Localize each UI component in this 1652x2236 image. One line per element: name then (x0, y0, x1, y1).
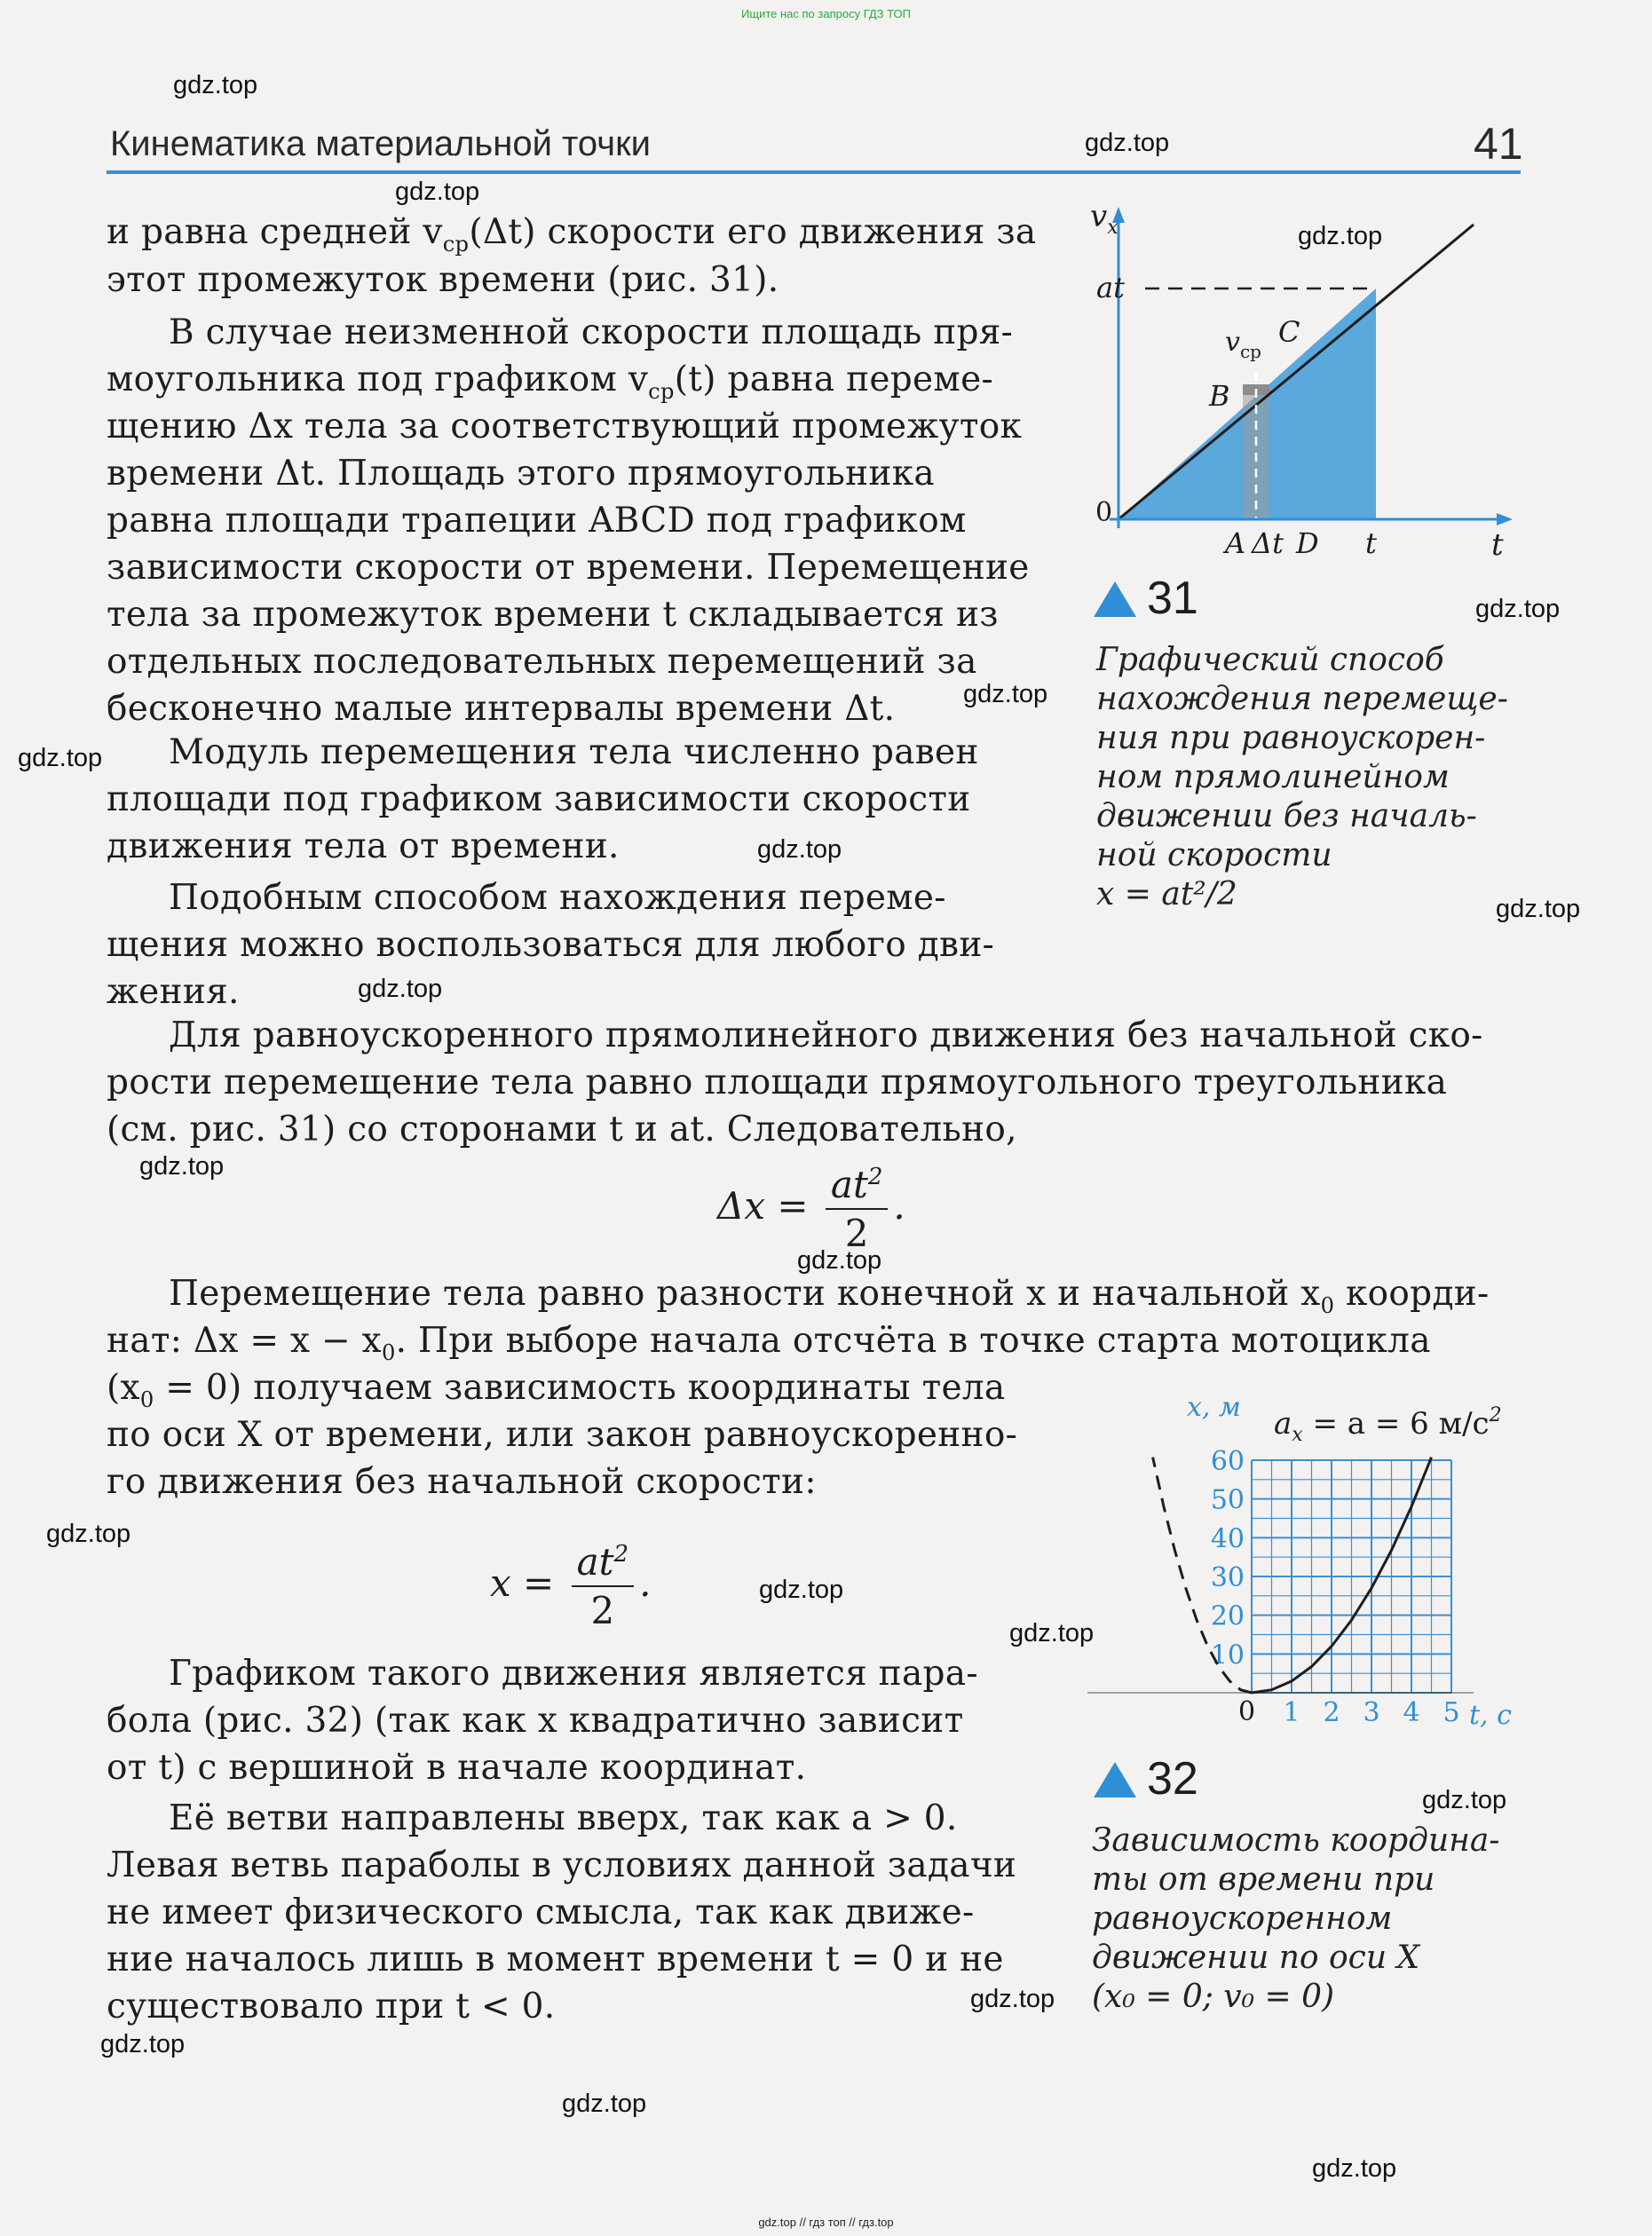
text-line: Подобным способом нахождения переме- (169, 878, 946, 918)
x-axis-label: t, с (1469, 1700, 1512, 1731)
text-line: (см. рис. 31) со сторонами t и at. Следовательно, (107, 1110, 1017, 1150)
text-line: Левая ветвь параболы в условиях данной задачи (107, 1845, 1017, 1885)
figure-31-caption-line: нахождения перемеще- (1096, 681, 1508, 717)
watermark: gdz.top (395, 178, 480, 206)
bottom-note: gdz.top // гдз топ // гдз.top (758, 2216, 894, 2229)
text-line: времени Δt. Площадь этого прямоугольника (107, 454, 935, 494)
text-line: отдельных последовательных перемещений за (107, 642, 977, 682)
y-tick-labels (1211, 1446, 1245, 1671)
text-line: по оси X от времени, или закон равноускоренно- (107, 1415, 1018, 1455)
watermark: gdz.top (1496, 895, 1581, 923)
y-axis-label: $v_x$ (1090, 200, 1118, 239)
watermark: gdz.top (173, 71, 258, 99)
watermark: gdz.top (1009, 1619, 1095, 1647)
top-note: Ищите нас по запросу ГДЗ ТОП (741, 7, 911, 20)
y-tick-label: 40 (1210, 1523, 1245, 1555)
running-header-title: Кинематика материальной точки (110, 124, 651, 163)
figure-31-number: 31 (1147, 573, 1198, 624)
watermark: gdz.top (46, 1520, 131, 1548)
figure-31-caption-line: ния при равноускорен- (1096, 720, 1486, 756)
point-b-label: B (1209, 379, 1230, 413)
origin-label: 0 (1238, 1696, 1256, 1727)
figure-32-caption-line: Зависимость координа- (1092, 1822, 1500, 1859)
watermark: gdz.top (963, 680, 1048, 708)
watermark: gdz.top (797, 1246, 882, 1275)
watermark: gdz.top (18, 744, 103, 772)
parabola-curve (1252, 1458, 1432, 1693)
text-line: Графиком такого движения является пара- (169, 1654, 978, 1694)
chart-grid (1252, 1460, 1451, 1693)
point-c-label: C (1278, 315, 1300, 349)
figure-31-caption-line: движении без началь- (1096, 798, 1477, 834)
text-line: Модуль перемещения тела численно равен (169, 732, 979, 772)
formula-displacement: Δx = $\frac{at^2}{2}$ . (717, 1163, 905, 1255)
header-rule (107, 170, 1521, 174)
watermark: gdz.top (562, 2090, 647, 2118)
figure-32-caption-line: движении по оси X (1092, 1940, 1420, 1976)
t-label: t (1365, 526, 1377, 560)
watermark: gdz.top (757, 835, 842, 864)
origin-label: 0 (1095, 497, 1113, 528)
watermark: gdz.top (1422, 1786, 1507, 1814)
text-line: щению Δx тела за соответствующий промежуток (107, 407, 1023, 446)
x-axis-label: t (1491, 527, 1504, 563)
figure-32-caption-line: (x₀ = 0; v₀ = 0) (1092, 1979, 1335, 2015)
y-tick-label: 10 (1210, 1639, 1245, 1671)
point-d-label: D (1296, 526, 1319, 560)
x-tick-label: 2 (1323, 1697, 1340, 1728)
watermark: gdz.top (759, 1576, 844, 1604)
delta-t-label: Δt (1252, 526, 1284, 560)
x-tick-label: 4 (1403, 1697, 1420, 1728)
page-number: 41 (1474, 119, 1523, 169)
text-line: бесконечно малые интервалы времени Δt. (107, 689, 896, 729)
text-line: нат: $\Delta x = x - x_0$. При выборе начала отсчёта в точке старта мотоцикла (107, 1321, 1431, 1365)
watermark: gdz.top (100, 2030, 186, 2058)
formula-coordinate: x = $\frac{at^2}{2}$ . (490, 1540, 652, 1632)
watermark: gdz.top (970, 1985, 1055, 2013)
watermark: gdz.top (1312, 2154, 1397, 2183)
point-a-label: A (1225, 526, 1246, 560)
text-line: от t) с вершиной в начале координат. (107, 1748, 807, 1788)
y-axis-label: x, м (1187, 1392, 1241, 1423)
x-tick-label: 5 (1443, 1697, 1460, 1728)
y-tick-label: 20 (1210, 1600, 1245, 1632)
text-line: моугольника под графиком $v_{ср}(t)$ равна переме- (107, 359, 993, 404)
text-line: Её ветви направлены вверх, так как a > 0. (169, 1798, 958, 1838)
figure-marker-icon (1094, 581, 1136, 617)
text-line: существовало при t < 0. (107, 1987, 556, 2027)
text-line: равна площади трапеции ABCD под графиком (107, 501, 967, 541)
text-line: щения можно воспользоваться для любого дви- (107, 925, 995, 965)
x-tick-label: 1 (1283, 1697, 1300, 1728)
y-tick-label: 50 (1210, 1484, 1245, 1516)
acceleration-label: $a_x = a = 6$ $м/с^2$ (1274, 1404, 1502, 1446)
text-line: Для равноускоренного прямолинейного движения без начальной ско- (169, 1015, 1483, 1055)
y-tick-label: 30 (1210, 1562, 1245, 1593)
text-line: зависимости скорости от времени. Перемещение (107, 548, 1030, 588)
at-label: at (1096, 271, 1125, 304)
text-line: рости перемещение тела равно площади прямоугольного треугольника (107, 1063, 1448, 1102)
watermark: gdz.top (1085, 129, 1170, 157)
figure-32-caption-line: равноускоренном (1092, 1900, 1393, 1937)
text-line: ние началось лишь в момент времени t = 0 и не (107, 1940, 1004, 1979)
text-line: этот промежуток времени (рис. 31). (107, 260, 779, 300)
text-line: и равна средней $v_{ср}(\Delta t)$ скорости его движения за (107, 212, 1037, 257)
text-line: бола (рис. 32) (так как x квадратично зависит (107, 1701, 964, 1741)
y-tick-label: 60 (1210, 1446, 1245, 1477)
text-line: го движения без начальной скорости: (107, 1462, 817, 1502)
watermark: gdz.top (1298, 222, 1383, 250)
text-line: Перемещение тела равно разности конечной x и начальной $x_0$ коорди- (169, 1274, 1490, 1318)
figure-marker-icon (1094, 1762, 1136, 1797)
figure-31-caption-line: x = at²/2 (1096, 876, 1237, 913)
vcp-label: $v_{ср}$ (1225, 327, 1261, 362)
watermark: gdz.top (358, 975, 443, 1003)
figure-31-caption-line: ной скорости (1096, 837, 1332, 873)
text-line: площади под графиком зависимости скорости (107, 779, 971, 819)
text-line: движения тела от времени. (107, 826, 620, 866)
text-line: жения. (107, 972, 240, 1012)
figure-32-number: 32 (1147, 1753, 1198, 1805)
figure-31-caption-line: ном прямолинейном (1096, 759, 1450, 795)
watermark: gdz.top (139, 1152, 225, 1181)
text-line: тела за промежуток времени t складывается из (107, 595, 999, 635)
x-tick-labels (1283, 1697, 1459, 1728)
text-line: не имеет физического смысла, так как движе- (107, 1892, 975, 1932)
x-tick-label: 3 (1363, 1697, 1380, 1728)
watermark: gdz.top (1475, 595, 1561, 623)
text-line: В случае неизменной скорости площадь пря- (169, 312, 1014, 352)
text-line: $(x_0 = 0)$ получаем зависимость координаты тела (107, 1368, 1006, 1412)
figure-31-caption-line: Графический способ (1096, 642, 1444, 678)
figure-31-graph (1083, 200, 1518, 590)
x-axis-arrow (1497, 513, 1513, 525)
figure-32-caption-line: ты от времени при (1092, 1861, 1435, 1898)
figure-32-chart (1087, 1385, 1531, 1740)
